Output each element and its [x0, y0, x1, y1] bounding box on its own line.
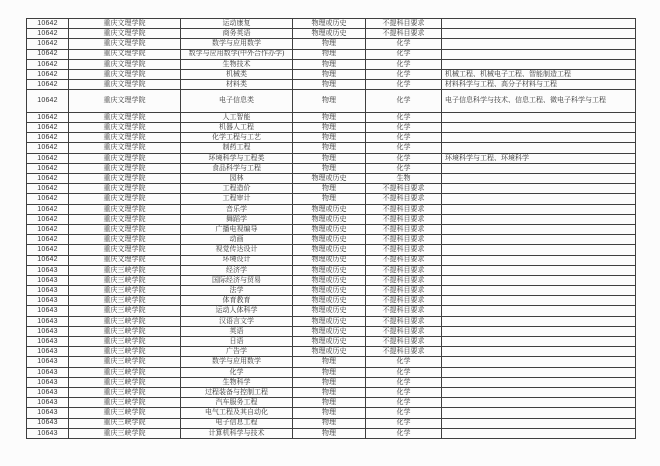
- cell-subject: 物理: [293, 163, 366, 173]
- cell-college: 重庆三峡学院: [69, 428, 181, 438]
- cell-major: 视觉传达设计: [181, 245, 293, 255]
- cell-major: 数学与应用数学: [181, 39, 293, 49]
- table-row: [27, 133, 636, 143]
- cell-major: 工程造价: [181, 184, 293, 194]
- cell-major: 过程装备与控制工程: [181, 387, 293, 397]
- cell-requirement: 不提科目要求: [366, 29, 442, 39]
- cell-requirement: 化学: [366, 69, 442, 79]
- cell-note: [442, 357, 636, 367]
- cell-note: [442, 286, 636, 296]
- cell-code: 10642: [27, 163, 69, 173]
- cell-college: 重庆文理学院: [69, 184, 181, 194]
- cell-major: 食品科学与工程: [181, 163, 293, 173]
- cell-code: 10642: [27, 80, 69, 90]
- table-row: [27, 275, 636, 285]
- cell-subject: 物理或历史: [293, 29, 366, 39]
- cell-code: 10643: [27, 428, 69, 438]
- cell-subject: 物理: [293, 367, 366, 377]
- cell-major: 动画: [181, 235, 293, 245]
- table-row: [27, 255, 636, 265]
- cell-requirement: 化学: [366, 80, 442, 90]
- cell-major: 材料类: [181, 80, 293, 90]
- cell-code: 10643: [27, 326, 69, 336]
- cell-major: 体育教育: [181, 296, 293, 306]
- cell-major: 电子信息类: [181, 90, 293, 113]
- table-row: [27, 163, 636, 173]
- table-row: [27, 214, 636, 224]
- cell-code: 10643: [27, 418, 69, 428]
- cell-subject: 物理: [293, 49, 366, 59]
- cell-college: 重庆三峡学院: [69, 306, 181, 316]
- cell-major: 舞蹈学: [181, 214, 293, 224]
- cell-subject: 物理: [293, 428, 366, 438]
- cell-major: 广播电视编导: [181, 224, 293, 234]
- cell-note: [442, 377, 636, 387]
- cell-college: 重庆三峡学院: [69, 326, 181, 336]
- cell-note: [442, 296, 636, 306]
- cell-subject: 物理: [293, 59, 366, 69]
- table-row: [27, 245, 636, 255]
- cell-subject: 物理: [293, 69, 366, 79]
- cell-college: 重庆文理学院: [69, 204, 181, 214]
- cell-note: [442, 204, 636, 214]
- cell-note: [442, 326, 636, 336]
- table-row: [27, 224, 636, 234]
- cell-note: [442, 265, 636, 275]
- cell-requirement: 化学: [366, 387, 442, 397]
- cell-requirement: 化学: [366, 418, 442, 428]
- cell-subject: 物理或历史: [293, 255, 366, 265]
- cell-major: 环境科学与工程类: [181, 153, 293, 163]
- table-row: [27, 123, 636, 133]
- table-row: [27, 347, 636, 357]
- table-row: [27, 39, 636, 49]
- cell-code: 10642: [27, 19, 69, 29]
- cell-subject: 物理: [293, 112, 366, 122]
- cell-college: 重庆文理学院: [69, 143, 181, 153]
- cell-requirement: 化学: [366, 112, 442, 122]
- cell-code: 10642: [27, 90, 69, 113]
- cell-requirement: 化学: [366, 143, 442, 153]
- cell-requirement: 化学: [366, 357, 442, 367]
- cell-requirement: 不提科目要求: [366, 255, 442, 265]
- cell-college: 重庆三峡学院: [69, 337, 181, 347]
- cell-major: 商务英语: [181, 29, 293, 39]
- cell-subject: 物理: [293, 123, 366, 133]
- table-row: [27, 194, 636, 204]
- cell-college: 重庆文理学院: [69, 245, 181, 255]
- cell-requirement: 化学: [366, 398, 442, 408]
- cell-subject: 物理或历史: [293, 224, 366, 234]
- table-row: [27, 286, 636, 296]
- cell-note: [442, 49, 636, 59]
- cell-major: 音乐学: [181, 204, 293, 214]
- cell-major: 人工智能: [181, 112, 293, 122]
- cell-major: 法学: [181, 286, 293, 296]
- cell-requirement: 化学: [366, 367, 442, 377]
- table-row: [27, 143, 636, 153]
- cell-note: [442, 235, 636, 245]
- cell-note: 环境科学与工程、环境科学: [442, 153, 636, 163]
- cell-note: [442, 112, 636, 122]
- table-row: [27, 174, 636, 184]
- cell-subject: 物理: [293, 194, 366, 204]
- cell-college: 重庆三峡学院: [69, 377, 181, 387]
- cell-major: 广告学: [181, 347, 293, 357]
- cell-college: 重庆三峡学院: [69, 357, 181, 367]
- cell-major: 机械类: [181, 69, 293, 79]
- cell-requirement: 化学: [366, 428, 442, 438]
- cell-note: [442, 367, 636, 377]
- cell-code: 10643: [27, 296, 69, 306]
- table-row: [27, 59, 636, 69]
- cell-major: 数学与应用数学(中外合作办学): [181, 49, 293, 59]
- cell-major: 电气工程及其自动化: [181, 408, 293, 418]
- cell-major: 电子信息工程: [181, 418, 293, 428]
- cell-note: [442, 306, 636, 316]
- cell-code: 10642: [27, 214, 69, 224]
- cell-code: 10642: [27, 235, 69, 245]
- cell-college: 重庆三峡学院: [69, 296, 181, 306]
- cell-code: 10643: [27, 408, 69, 418]
- cell-subject: 物理: [293, 153, 366, 163]
- cell-requirement: 不提科目要求: [366, 235, 442, 245]
- cell-college: 重庆三峡学院: [69, 275, 181, 285]
- cell-subject: 物理或历史: [293, 275, 366, 285]
- cell-requirement: 不提科目要求: [366, 204, 442, 214]
- cell-requirement: 化学: [366, 377, 442, 387]
- cell-subject: 物理: [293, 39, 366, 49]
- cell-major: 英语: [181, 326, 293, 336]
- cell-requirement: 不提科目要求: [366, 19, 442, 29]
- cell-note: [442, 387, 636, 397]
- cell-major: 运动人体科学: [181, 306, 293, 316]
- cell-subject: 物理或历史: [293, 235, 366, 245]
- cell-college: 重庆三峡学院: [69, 408, 181, 418]
- cell-college: 重庆文理学院: [69, 80, 181, 90]
- cell-college: 重庆文理学院: [69, 235, 181, 245]
- cell-note: [442, 428, 636, 438]
- cell-major: 日语: [181, 337, 293, 347]
- cell-subject: 物理或历史: [293, 204, 366, 214]
- cell-note: [442, 184, 636, 194]
- cell-requirement: 不提科目要求: [366, 184, 442, 194]
- cell-requirement: 不提科目要求: [366, 326, 442, 336]
- cell-code: 10642: [27, 184, 69, 194]
- cell-major: 汽车服务工程: [181, 398, 293, 408]
- table-row: [27, 29, 636, 39]
- cell-requirement: 化学: [366, 408, 442, 418]
- cell-note: [442, 143, 636, 153]
- cell-subject: 物理或历史: [293, 347, 366, 357]
- cell-college: 重庆三峡学院: [69, 265, 181, 275]
- cell-code: 10642: [27, 112, 69, 122]
- cell-requirement: 不提科目要求: [366, 347, 442, 357]
- table-row: [27, 337, 636, 347]
- cell-requirement: 不提科目要求: [366, 194, 442, 204]
- cell-major: 环境设计: [181, 255, 293, 265]
- table-row: [27, 387, 636, 397]
- cell-code: 10642: [27, 39, 69, 49]
- cell-note: [442, 398, 636, 408]
- cell-college: 重庆三峡学院: [69, 347, 181, 357]
- cell-requirement: 化学: [366, 153, 442, 163]
- cell-requirement: 化学: [366, 133, 442, 143]
- table-row: [27, 235, 636, 245]
- cell-major: 化学: [181, 367, 293, 377]
- cell-subject: 物理: [293, 387, 366, 397]
- cell-college: 重庆文理学院: [69, 49, 181, 59]
- cell-college: 重庆文理学院: [69, 194, 181, 204]
- cell-major: 计算机科学与技术: [181, 428, 293, 438]
- cell-code: 10643: [27, 367, 69, 377]
- cell-college: 重庆三峡学院: [69, 418, 181, 428]
- cell-college: 重庆文理学院: [69, 123, 181, 133]
- cell-college: 重庆三峡学院: [69, 316, 181, 326]
- cell-college: 重庆文理学院: [69, 163, 181, 173]
- cell-note: [442, 408, 636, 418]
- cell-subject: 物理或历史: [293, 286, 366, 296]
- cell-code: 10642: [27, 245, 69, 255]
- cell-requirement: 化学: [366, 59, 442, 69]
- cell-major: 经济学: [181, 265, 293, 275]
- cell-college: 重庆文理学院: [69, 39, 181, 49]
- cell-requirement: 不提科目要求: [366, 265, 442, 275]
- cell-college: 重庆文理学院: [69, 133, 181, 143]
- table-row: [27, 49, 636, 59]
- cell-note: [442, 337, 636, 347]
- cell-requirement: 不提科目要求: [366, 286, 442, 296]
- cell-code: 10642: [27, 59, 69, 69]
- cell-requirement: 化学: [366, 123, 442, 133]
- table-row: [27, 316, 636, 326]
- cell-college: 重庆文理学院: [69, 29, 181, 39]
- cell-code: 10642: [27, 255, 69, 265]
- table-row: [27, 90, 636, 113]
- cell-code: 10643: [27, 286, 69, 296]
- cell-requirement: 不提科目要求: [366, 306, 442, 316]
- cell-code: 10642: [27, 69, 69, 79]
- cell-code: 10643: [27, 398, 69, 408]
- cell-major: 化学工程与工艺: [181, 133, 293, 143]
- cell-subject: 物理: [293, 357, 366, 367]
- cell-major: 制药工程: [181, 143, 293, 153]
- table-row: [27, 418, 636, 428]
- cell-note: [442, 123, 636, 133]
- table-row: [27, 69, 636, 79]
- cell-note: [442, 275, 636, 285]
- cell-note: 材料科学与工程、高分子材料与工程: [442, 80, 636, 90]
- cell-major: 机器人工程: [181, 123, 293, 133]
- cell-requirement: 化学: [366, 163, 442, 173]
- table-row: [27, 428, 636, 438]
- cell-subject: 物理或历史: [293, 306, 366, 316]
- cell-code: 10642: [27, 204, 69, 214]
- cell-requirement: 不提科目要求: [366, 214, 442, 224]
- cell-note: [442, 245, 636, 255]
- cell-college: 重庆文理学院: [69, 59, 181, 69]
- cell-note: [442, 133, 636, 143]
- cell-subject: 物理: [293, 398, 366, 408]
- cell-subject: 物理: [293, 408, 366, 418]
- cell-requirement: 不提科目要求: [366, 245, 442, 255]
- cell-subject: 物理: [293, 90, 366, 113]
- table-row: [27, 357, 636, 367]
- cell-college: 重庆三峡学院: [69, 367, 181, 377]
- cell-subject: 物理: [293, 143, 366, 153]
- cell-note: [442, 214, 636, 224]
- cell-note: [442, 347, 636, 357]
- cell-note: [442, 194, 636, 204]
- cell-code: 10643: [27, 337, 69, 347]
- cell-college: 重庆三峡学院: [69, 387, 181, 397]
- table-row: [27, 408, 636, 418]
- cell-subject: 物理: [293, 377, 366, 387]
- cell-subject: 物理或历史: [293, 174, 366, 184]
- cell-subject: 物理: [293, 80, 366, 90]
- cell-code: 10642: [27, 49, 69, 59]
- cell-college: 重庆文理学院: [69, 112, 181, 122]
- admission-plan-table: [26, 18, 636, 439]
- table-row: [27, 80, 636, 90]
- cell-subject: 物理: [293, 184, 366, 194]
- table-row: [27, 112, 636, 122]
- cell-subject: 物理或历史: [293, 265, 366, 275]
- table-row: [27, 19, 636, 29]
- cell-note: [442, 224, 636, 234]
- cell-code: 10643: [27, 377, 69, 387]
- cell-note: [442, 174, 636, 184]
- cell-college: 重庆文理学院: [69, 174, 181, 184]
- table-row: [27, 184, 636, 194]
- cell-code: 10642: [27, 133, 69, 143]
- cell-subject: 物理或历史: [293, 316, 366, 326]
- table-row: [27, 306, 636, 316]
- cell-college: 重庆三峡学院: [69, 398, 181, 408]
- cell-subject: 物理或历史: [293, 214, 366, 224]
- cell-code: 10643: [27, 275, 69, 285]
- cell-major: 生物技术: [181, 59, 293, 69]
- cell-requirement: 化学: [366, 49, 442, 59]
- cell-major: 工程审计: [181, 194, 293, 204]
- cell-college: 重庆文理学院: [69, 19, 181, 29]
- cell-note: [442, 255, 636, 265]
- cell-code: 10642: [27, 224, 69, 234]
- table-row: [27, 265, 636, 275]
- cell-requirement: 化学: [366, 90, 442, 113]
- cell-code: 10642: [27, 153, 69, 163]
- table-row: [27, 296, 636, 306]
- cell-college: 重庆文理学院: [69, 69, 181, 79]
- cell-code: 10643: [27, 387, 69, 397]
- cell-college: 重庆文理学院: [69, 214, 181, 224]
- cell-requirement: 不提科目要求: [366, 296, 442, 306]
- cell-college: 重庆文理学院: [69, 224, 181, 234]
- table-row: [27, 326, 636, 336]
- cell-note: [442, 39, 636, 49]
- cell-code: 10643: [27, 347, 69, 357]
- cell-subject: 物理或历史: [293, 245, 366, 255]
- cell-code: 10642: [27, 143, 69, 153]
- cell-requirement: 不提科目要求: [366, 275, 442, 285]
- table-row: [27, 377, 636, 387]
- cell-note: 机械工程、机械电子工程、智能制造工程: [442, 69, 636, 79]
- cell-major: 运动康复: [181, 19, 293, 29]
- table-row: [27, 153, 636, 163]
- cell-college: 重庆文理学院: [69, 255, 181, 265]
- cell-note: 电子信息科学与技术、信息工程、微电子科学与工程: [442, 90, 636, 113]
- cell-major: 园林: [181, 174, 293, 184]
- cell-subject: 物理或历史: [293, 326, 366, 336]
- cell-subject: 物理或历史: [293, 337, 366, 347]
- cell-requirement: 不提科目要求: [366, 337, 442, 347]
- cell-note: [442, 418, 636, 428]
- cell-requirement: 化学: [366, 39, 442, 49]
- admission-plan-table-body: [27, 19, 636, 439]
- table-row: [27, 367, 636, 377]
- cell-note: [442, 316, 636, 326]
- cell-requirement: 生物: [366, 174, 442, 184]
- cell-requirement: 不提科目要求: [366, 316, 442, 326]
- cell-college: 重庆文理学院: [69, 153, 181, 163]
- cell-major: 国际经济与贸易: [181, 275, 293, 285]
- cell-code: 10642: [27, 29, 69, 39]
- cell-note: [442, 29, 636, 39]
- cell-code: 10642: [27, 174, 69, 184]
- table-row: [27, 398, 636, 408]
- cell-code: 10643: [27, 357, 69, 367]
- table-row: [27, 204, 636, 214]
- cell-code: 10642: [27, 194, 69, 204]
- cell-note: [442, 19, 636, 29]
- cell-major: 生物科学: [181, 377, 293, 387]
- cell-note: [442, 163, 636, 173]
- cell-college: 重庆文理学院: [69, 90, 181, 113]
- cell-note: [442, 59, 636, 69]
- cell-major: 数学与应用数学: [181, 357, 293, 367]
- cell-code: 10643: [27, 306, 69, 316]
- cell-major: 汉语言文学: [181, 316, 293, 326]
- cell-code: 10642: [27, 123, 69, 133]
- cell-subject: 物理或历史: [293, 296, 366, 306]
- cell-college: 重庆三峡学院: [69, 286, 181, 296]
- cell-requirement: 不提科目要求: [366, 224, 442, 234]
- cell-code: 10643: [27, 316, 69, 326]
- cell-subject: 物理或历史: [293, 19, 366, 29]
- cell-subject: 物理: [293, 133, 366, 143]
- cell-subject: 物理: [293, 418, 366, 428]
- cell-code: 10643: [27, 265, 69, 275]
